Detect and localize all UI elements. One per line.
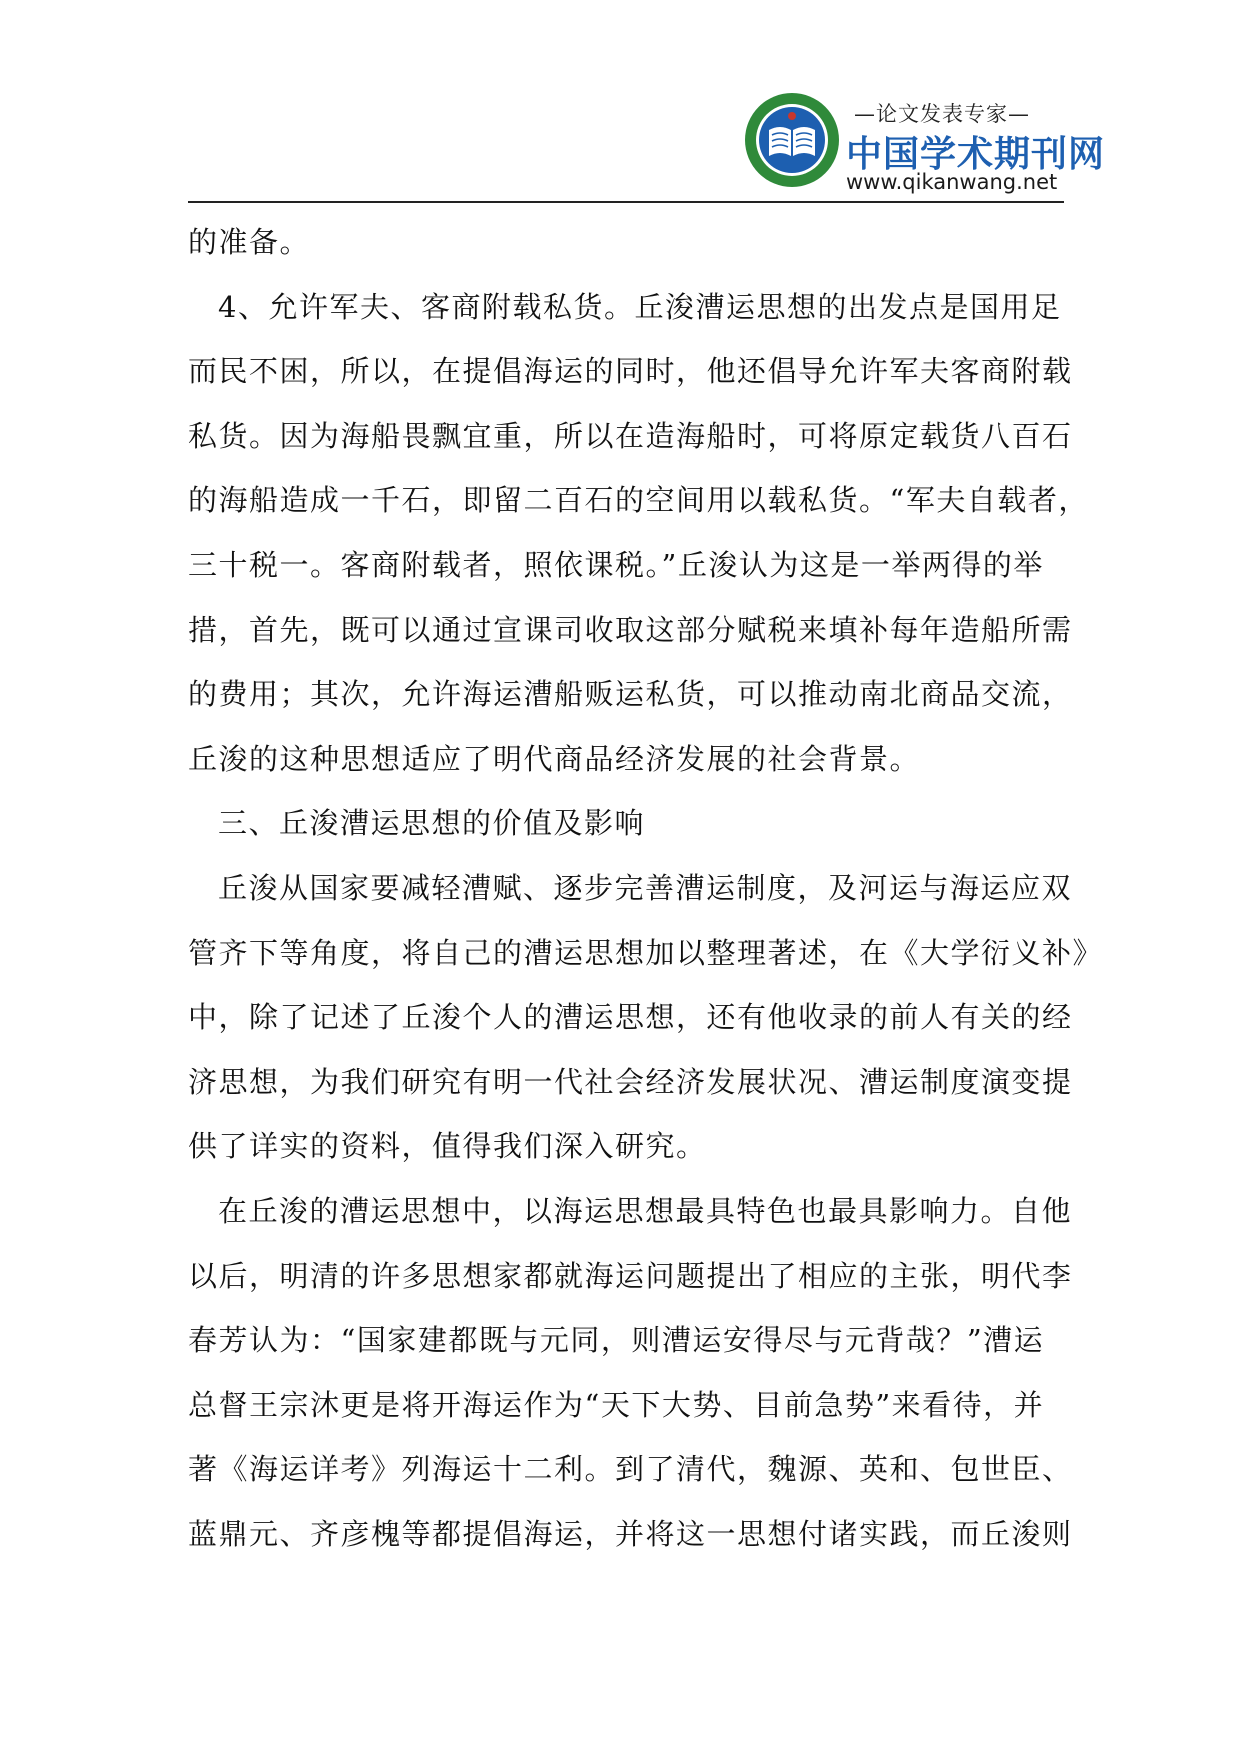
paragraph-line: 供了详实的资料，值得我们深入研究。 <box>188 1129 707 1164</box>
paragraph <box>188 275 1089 792</box>
paragraph-line: 管齐下等角度，将自己的漕运思想加以整理著述，在《大学衍义补》 <box>188 935 1104 970</box>
logo-site-name: 中国学术期刊网 <box>846 134 1106 175</box>
paragraph-line: 的准备。 <box>188 225 311 259</box>
logo-tagline: —论文发表专家— <box>854 102 1030 126</box>
paragraph-line: 中，除了记述了丘浚个人的漕运思想，还有他收录的前人有关的经 <box>188 1000 1073 1035</box>
paragraph-line: 蓝鼎元、齐彦槐等都提倡海运，并将这一思想付诸实践，而丘浚则 <box>188 1516 1073 1551</box>
paragraph-line: 丘浚的这种思想适应了明代商品经济发展的社会背景。 <box>188 741 921 776</box>
paragraph-line: 丘浚从国家要减轻漕赋、逐步完善漕运制度，及河运与海运应双 <box>218 870 1073 905</box>
paragraph <box>188 210 1064 275</box>
paragraph-line: 私货。因为海船畏飘宜重，所以在造海船时，可将原定载货八百石 <box>188 418 1073 453</box>
paragraph-line: 在丘浚的漕运思想中，以海运思想最具特色也最具影响力。自他 <box>218 1193 1073 1228</box>
paragraph-line: 春芳认为：“国家建都既与元同，则漕运安得尽与元背哉？”漕运 <box>188 1323 1045 1358</box>
paragraph <box>188 1179 1073 1567</box>
document-body <box>188 210 1104 1566</box>
seal-emblem-icon <box>742 90 842 190</box>
page-header <box>0 0 1241 205</box>
paragraph-line: 4、允许军夫、客商附载私货。丘浚漕运思想的出发点是国用足 <box>218 289 1062 324</box>
header-divider <box>188 201 1064 203</box>
paragraph-line: 总督王宗沐更是将开海运作为“天下大势、目前急势”来看待，并 <box>188 1387 1045 1422</box>
paragraph-line: 三十税一。客商附载者，照依课税。”丘浚认为这是一举两得的举 <box>188 547 1044 582</box>
site-logo[interactable] <box>742 88 1106 200</box>
paragraph-line: 济思想，为我们研究有明一代社会经济发展状况、漕运制度演变提 <box>188 1064 1073 1099</box>
paragraph-line: 三、丘浚漕运思想的价值及影响 <box>218 806 646 841</box>
paragraph-line: 的费用；其次，允许海运漕船贩运私货，可以推动南北商品交流， <box>188 677 1073 712</box>
logo-url[interactable]: www.qikanwang.net <box>846 170 1058 194</box>
paragraph-line: 的海船造成一千石，即留二百石的空间用以载私货。“军夫自载者， <box>188 483 1089 518</box>
paragraph-line: 以后，明清的许多思想家都就海运问题提出了相应的主张，明代李 <box>188 1258 1073 1293</box>
paragraph-line: 而民不困，所以，在提倡海运的同时，他还倡导允许军夫客商附载 <box>188 354 1073 389</box>
paragraph <box>188 856 1104 1179</box>
paragraph-line: 著《海运详考》列海运十二利。到了清代，魏源、英和、包世臣、 <box>188 1452 1073 1487</box>
paragraph <box>188 791 1064 856</box>
paragraph-line: 措，首先，既可以通过宣课司收取这部分赋税来填补每年造船所需 <box>188 612 1073 647</box>
